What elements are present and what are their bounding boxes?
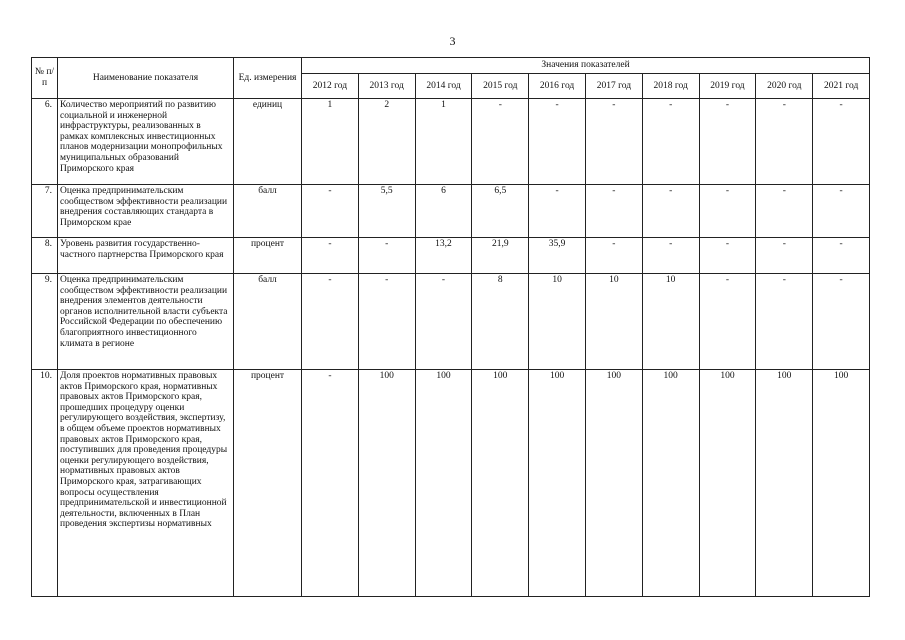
value-cell: 8 [472,274,529,370]
value-cell: - [529,99,586,185]
row-number: 7. [32,185,58,238]
value-cell: - [756,185,813,238]
indicators-table [31,57,870,597]
value-cell: 100 [529,370,586,597]
value-cell: 100 [415,370,472,597]
header-year: 2013 год [358,74,415,99]
value-cell: 100 [358,370,415,597]
indicator-name: Количество мероприятий по развитию социальной и инженерной инфраструктуры, реализованных в рамках комплексных инвестиционных планов модернизации монопрофильных муниципальных образований Приморского края [58,99,234,185]
value-cell: - [813,185,870,238]
table-row [32,274,870,370]
page-number: 3 [449,34,456,48]
unit: процент [234,370,302,597]
row-number: 6. [32,99,58,185]
indicator-name: Оценка предпринимательским сообществом эффективности реализации внедрения элементов деятельности органов исполнительной власти субъекта Российской Федерации по обеспечению благоприятного инвестиционного климата в регионе [58,274,234,370]
value-cell: - [756,274,813,370]
value-cell: - [699,238,756,274]
value-cell: 100 [813,370,870,597]
value-cell: - [302,370,359,597]
header-year: 2012 год [302,74,359,99]
table-row [32,185,870,238]
indicator-name: Оценка предпринимательским сообществом эффективности реализации внедрения составляющих стандарта в Приморском крае [58,185,234,238]
value-cell: - [699,185,756,238]
indicator-name [58,370,234,597]
value-cell: 10 [529,274,586,370]
value-cell: - [699,99,756,185]
value-cell: - [699,274,756,370]
value-cell: 1 [302,99,359,185]
header-unit: Ед. измерения [234,58,302,99]
value-cell: - [756,99,813,185]
value-cell: 6 [415,185,472,238]
value-cell: 2 [358,99,415,185]
indicator-name-text: Доля проектов нормативных правовых актов Приморского края, нормативных правовых актов Приморского края, прошедших процедуру оценки регулирующего воздействия, экспертизу, в общем объеме проектов нормативных правовых актов Приморского края, поступивших для проведения процедуры оценки регулирующего воздействия, нормативных правовых актов Приморского края, затрагивающих вопросы осуществления предпринимательской и инвестиционной деятельности, включенных в План проведения экспертизы нормативных [60,371,228,530]
value-cell: - [642,238,699,274]
value-cell: - [415,274,472,370]
table-header [32,58,870,99]
value-cell: - [813,99,870,185]
row-number: 10. [32,370,58,597]
value-cell: - [302,274,359,370]
value-cell: - [585,238,642,274]
value-cell: 10 [585,274,642,370]
value-cell: - [756,238,813,274]
value-cell: 100 [472,370,529,597]
header-year: 2018 год [642,74,699,99]
header-year: 2020 год [756,74,813,99]
value-cell: 1 [415,99,472,185]
header-values-group: Значения показателей [302,58,870,74]
value-cell: 100 [642,370,699,597]
value-cell: - [585,99,642,185]
value-cell: 100 [756,370,813,597]
value-cell: 13,2 [415,238,472,274]
header-year: 2019 год [699,74,756,99]
value-cell: 10 [642,274,699,370]
value-cell: - [585,185,642,238]
unit: единиц [234,99,302,185]
header-year: 2016 год [529,74,586,99]
value-cell: - [472,99,529,185]
value-cell: 21,9 [472,238,529,274]
unit: балл [234,185,302,238]
value-cell: - [358,274,415,370]
value-cell: - [302,238,359,274]
table-row [32,99,870,185]
table-row [32,370,870,597]
table-row [32,238,870,274]
header-year: 2017 год [585,74,642,99]
value-cell: - [813,274,870,370]
header-num: № п/п [32,58,58,99]
row-number: 8. [32,238,58,274]
value-cell: - [642,185,699,238]
value-cell: - [813,238,870,274]
unit: балл [234,274,302,370]
value-cell: 100 [585,370,642,597]
unit: процент [234,238,302,274]
value-cell: - [642,99,699,185]
header-year: 2014 год [415,74,472,99]
header-year: 2015 год [472,74,529,99]
row-number: 9. [32,274,58,370]
value-cell: - [529,185,586,238]
value-cell: 100 [699,370,756,597]
value-cell: 5,5 [358,185,415,238]
value-cell: 6,5 [472,185,529,238]
header-name: Наименование показателя [58,58,234,99]
value-cell: - [302,185,359,238]
header-year: 2021 год [813,74,870,99]
value-cell: 35,9 [529,238,586,274]
indicator-name: Уровень развития государственно-частного партнерства Приморского края [58,238,234,274]
value-cell: - [358,238,415,274]
